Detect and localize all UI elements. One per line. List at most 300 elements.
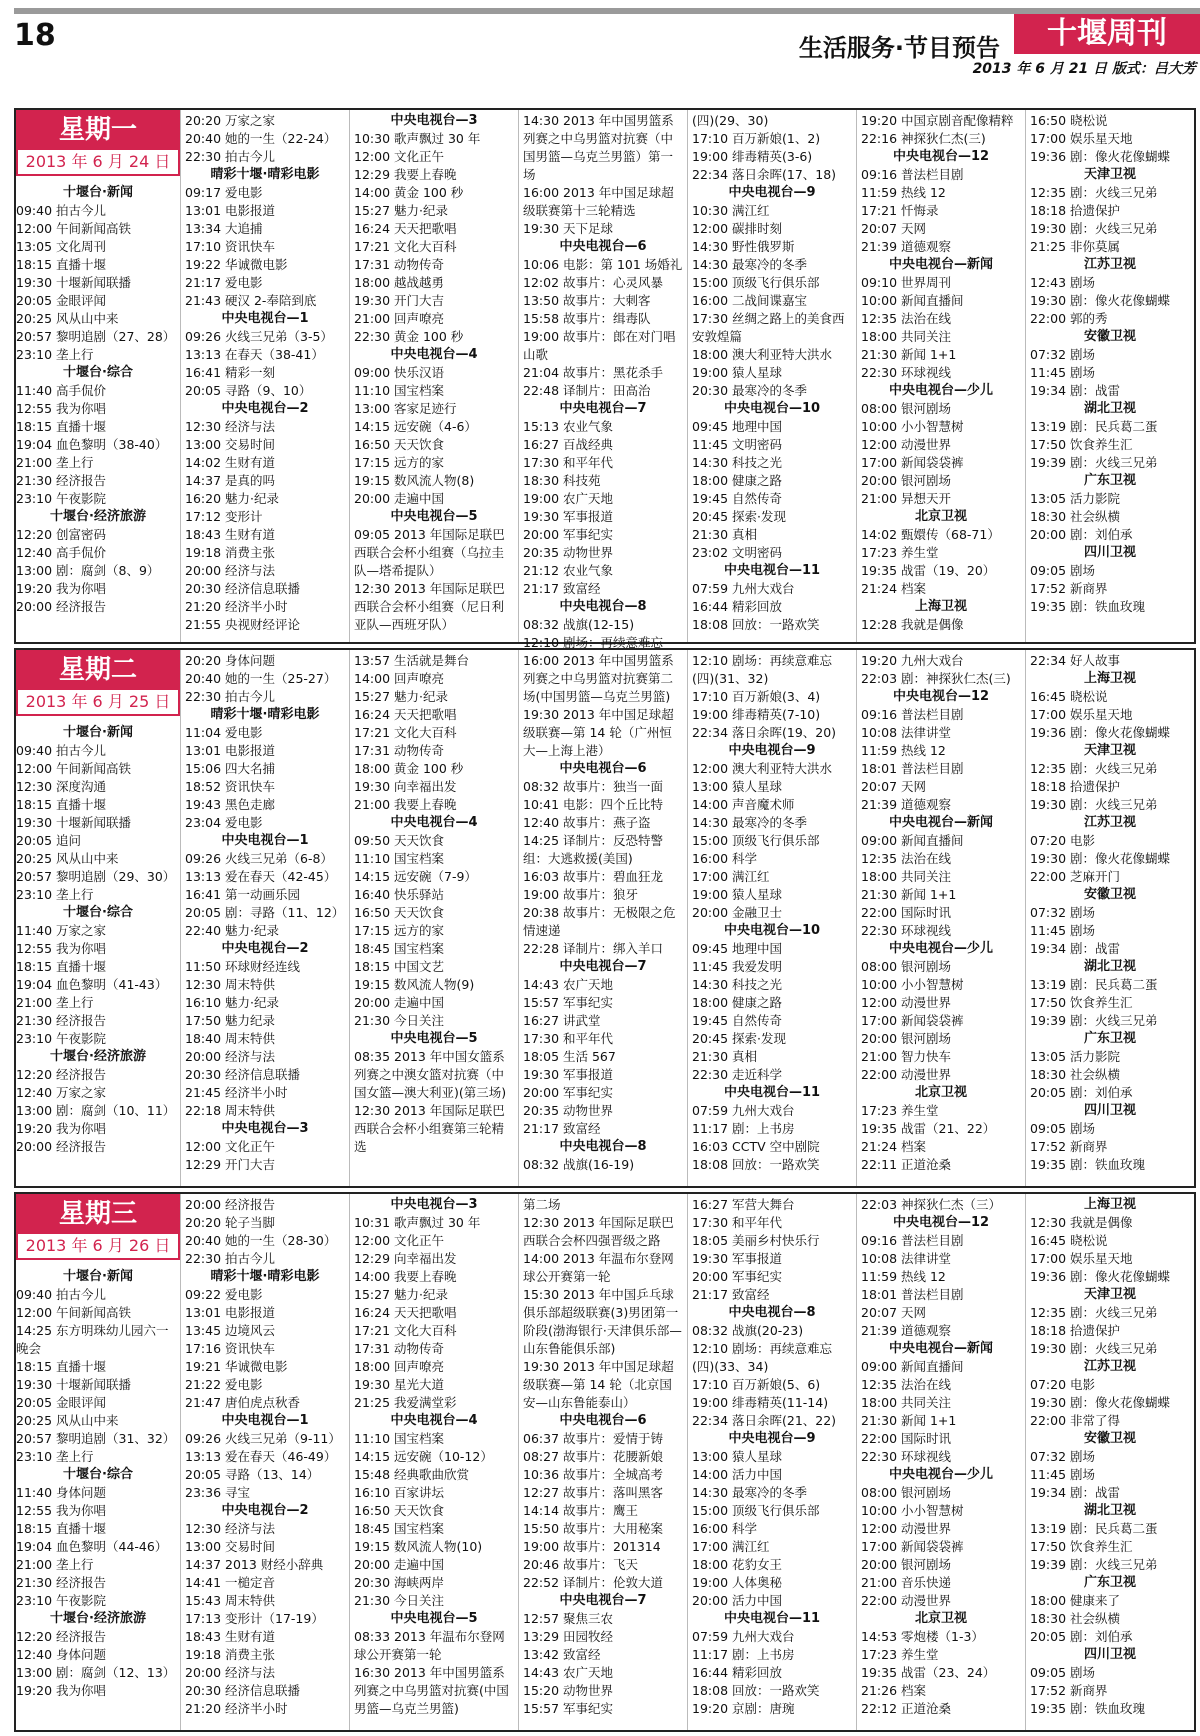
schedule-column (16, 110, 180, 642)
program-listing: 20:30 最寒冷的冬季 (692, 383, 807, 398)
program-listing: 21:26 档案 (861, 1683, 926, 1698)
program-listing: 17:23 养生堂 (861, 1647, 939, 1662)
program-listing: 13:01 电影报道 (185, 743, 275, 758)
program-listing: 20:30 经济信息联播 (185, 581, 300, 596)
program-listing: 15:27 魅力·纪录 (354, 689, 448, 704)
schedule-column (687, 650, 856, 1186)
program-listing: 19:04 血色黎明（38-40） (16, 437, 168, 452)
program-listing: 19:39 剧：火线三兄弟 (1030, 455, 1158, 470)
program-listing: 21:25 我爱满堂彩 (354, 1395, 457, 1410)
program-listing: 12:35 法治在线 (861, 851, 951, 866)
program-listing: 18:30 科技苑 (523, 473, 601, 488)
program-listing: 12:29 我要上春晚 (354, 167, 457, 182)
program-listing: 21:22 爱电影 (185, 1377, 263, 1392)
program-listing: 15:27 魅力·纪录 (354, 203, 448, 218)
schedule-column (180, 110, 349, 642)
program-listing: 17:00 新闻袋袋裤 (861, 1539, 964, 1554)
program-listing: 16:03 CCTV 空中剧院 (692, 1139, 820, 1154)
program-listing: 17:00 娱乐星天地 (1030, 707, 1133, 722)
program-listing: 13:01 电影报道 (185, 203, 275, 218)
program-listing: 14:02 甄嬛传（68-71） (861, 527, 1000, 542)
schedule-column (687, 110, 856, 642)
program-listing: 22:03 神探狄仁杰（三） (861, 1197, 1001, 1212)
program-listing: 09:50 天天饮食 (354, 833, 444, 848)
channel-header: 中央电视台—7 (559, 1593, 647, 1608)
program-listing: 19:30 天下足球 (523, 221, 613, 236)
program-listing: 15:50 故事片：大用秘案 (523, 1521, 663, 1536)
program-listing: 20:00 走遍中国 (354, 1557, 444, 1572)
program-listing: 20:05 金眼评闻 (16, 1395, 106, 1410)
program-listing: 22:40 魅力·纪录 (185, 923, 279, 938)
program-listing: 12:40 高手侃价 (16, 545, 106, 560)
program-listing: 22:30 黄金 100 秒 (354, 329, 464, 344)
program-listing: 13:19 剧：民兵葛二蛋 (1030, 419, 1158, 434)
program-listing: 18:00 共同关注 (861, 329, 951, 344)
program-listing: 19:21 华诚微电影 (185, 1359, 288, 1374)
program-listing: 20:00 经济报告 (16, 1139, 106, 1154)
program-listing: 21:39 道德观察 (861, 797, 951, 812)
program-listing: 13:00 客家足迹行 (354, 401, 457, 416)
channel-header: 中央电视台—1 (221, 311, 309, 326)
program-listing: 12:10 剧场：再续意难忘(四)(33、34) (692, 1341, 832, 1374)
program-listing: 16:00 科学 (692, 851, 757, 866)
program-listing: 18:15 直播十堰 (16, 1359, 106, 1374)
program-listing: 18:05 美丽乡村快乐行 (692, 1233, 820, 1248)
program-listing: 18:30 社会纵横 (1030, 1067, 1120, 1082)
program-listing: 12:02 故事片：心灵风暴 (523, 275, 663, 290)
program-listing: 23:10 午夜影院 (16, 1031, 106, 1046)
program-listing: 21:00 我要上春晚 (354, 797, 457, 812)
channel-header: 四川卫视 (1083, 545, 1136, 560)
program-listing: 20:20 万家之家 (185, 113, 275, 128)
schedule-column (180, 1194, 349, 1730)
program-listing: 07:59 九州大戏台 (692, 1103, 795, 1118)
program-listing: 14:00 声音魔术师 (692, 797, 795, 812)
channel-header: 广东卫视 (1083, 473, 1136, 488)
schedule-column (1025, 650, 1194, 1186)
program-listing: 19:30 剧：火线三兄弟 (1030, 1341, 1158, 1356)
program-listing: 22:30 拍古今儿 (185, 1251, 275, 1266)
program-listing: 16:00 2013 年中国足球超级联赛第十三轮精选 (523, 185, 674, 218)
program-listing: 20:40 她的一生（22-24） (185, 131, 337, 146)
program-listing: 08:00 银河剧场 (861, 1485, 951, 1500)
program-listing: 12:20 创富密码 (16, 527, 106, 542)
program-listing: 21:00 音乐快递 (861, 1575, 951, 1590)
program-listing: 16:50 天天饮食 (354, 437, 444, 452)
program-listing: 19:30 剧：火线三兄弟 (1030, 797, 1158, 812)
program-listing: 17:50 魅力纪录 (185, 1013, 275, 1028)
program-listing: 13:13 爱在春天（46-49） (185, 1449, 337, 1464)
channel-header: 中央电视台—少儿 (888, 1467, 993, 1482)
day-panel-wednesday (14, 1192, 1196, 1732)
program-listing: 17:30 和平年代 (692, 1215, 782, 1230)
program-listing: 18:15 直播十堰 (16, 797, 106, 812)
program-listing: 22:30 走近科学 (692, 1067, 782, 1082)
program-listing: 12:55 我为你唱 (16, 401, 106, 416)
program-listing: 19:39 剧：火线三兄弟 (1030, 1557, 1158, 1572)
program-listing: 14:00 2013 年温布尔登网球公开赛第一轮 (523, 1251, 674, 1284)
program-listing: 12:30 经济与法 (185, 419, 275, 434)
channel-header: 中央电视台—12 (892, 149, 990, 164)
program-listing: 12:30 2013 年国际足联巴西联合会杯小组赛第三轮精选 (354, 1103, 505, 1154)
channel-header: 中央电视台—8 (559, 599, 647, 614)
program-listing: 15:43 周末特供 (185, 1593, 275, 1608)
program-listing: 10:08 法律讲堂 (861, 1251, 951, 1266)
program-listing: 10:30 满江红 (692, 203, 770, 218)
schedule-column (1025, 110, 1194, 642)
program-listing: 17:52 新商界 (1030, 1139, 1108, 1154)
program-listing: 22:34 落日余晖(19、20) (692, 725, 837, 740)
program-listing: 21:47 唐伯虎点秋香 (185, 1395, 300, 1410)
program-listing: 12:00 动漫世界 (861, 1521, 951, 1536)
program-listing: 09:45 地理中国 (692, 941, 782, 956)
program-listing: 19:30 剧：火线三兄弟 (1030, 221, 1158, 236)
program-listing: 15:00 顶级飞行俱乐部 (692, 833, 820, 848)
program-listing: 20:05 剧：刘伯承 (1030, 1629, 1133, 1644)
program-listing: 22:00 动漫世界 (861, 1067, 951, 1082)
program-listing: 19:34 剧：战雷 (1030, 383, 1120, 398)
schedule-column (1025, 1194, 1194, 1730)
schedule-column (349, 110, 518, 642)
program-listing: 14:53 零炮楼（1-3） (861, 1629, 984, 1644)
program-listing: 21:24 档案 (861, 1139, 926, 1154)
program-listing: 14:02 生财有道 (185, 455, 275, 470)
channel-header: 十堰台·综合 (63, 365, 133, 380)
program-listing: 22:28 译制片：绑入羊口 (523, 941, 663, 956)
program-listing: 19:30 剧：像火花像蝴蝶 (1030, 851, 1170, 866)
day-panel-monday (14, 108, 1196, 650)
program-listing: 20:30 海峡两岸 (354, 1575, 444, 1590)
channel-header: 中央电视台—12 (892, 689, 990, 704)
schedule-columns (16, 110, 1194, 650)
program-listing: 13:00 交易时间 (185, 1539, 275, 1554)
program-listing: 09:40 拍古今儿 (16, 203, 106, 218)
program-listing: 17:00 娱乐星天地 (1030, 1251, 1133, 1266)
program-listing: 17:31 动物传奇 (354, 743, 444, 758)
program-listing: 09:05 剧场 (1030, 563, 1095, 578)
program-listing: 15:58 故事片：缉毒队 (523, 311, 651, 326)
program-listing: 16:30 2013 年中国男篮系列赛之中乌男篮对抗赛(中国男篮—乌克兰男篮) (354, 1665, 509, 1716)
program-listing: 22:03 剧：神探狄仁杰(三) (861, 671, 1011, 686)
program-listing: 08:32 战旗(20-23) (692, 1323, 804, 1338)
program-listing: 19:04 血色黎明（44-46） (16, 1539, 168, 1554)
channel-header: 晴彩十堰·晴彩电影 (210, 707, 320, 722)
schedule-column (180, 650, 349, 1186)
program-listing: 13:19 剧：民兵葛二蛋 (1030, 977, 1158, 992)
program-listing: 19:30 军事报道 (523, 1067, 613, 1082)
channel-header: 中央电视台—1 (221, 833, 309, 848)
program-listing: 20:00 经济与法 (185, 563, 275, 578)
channel-header: 中央电视台—4 (390, 815, 478, 830)
channel-header: 安徽卫视 (1083, 329, 1136, 344)
channel-header: 十堰台·经济旅游 (50, 1611, 146, 1626)
channel-header: 江苏卫视 (1083, 257, 1136, 272)
program-listing: 17:23 养生堂 (861, 545, 939, 560)
program-listing: 20:25 风从山中来 (16, 1413, 119, 1428)
program-listing: 19:30 星光大道 (354, 1377, 444, 1392)
program-listing: 14:37 2013 财经小辞典 (185, 1557, 324, 1572)
program-listing: 09:26 火线三兄弟（9-11） (185, 1431, 341, 1446)
program-listing: 21:24 档案 (861, 581, 926, 596)
schedule-column (349, 650, 518, 1186)
schedule-column (518, 650, 687, 1186)
schedule-column (856, 110, 1025, 642)
program-listing: 23:36 寻宝 (185, 1485, 250, 1500)
program-listing: 19:36 剧：像火花像蝴蝶 (1030, 725, 1170, 740)
program-listing: 20:25 风从山中来 (16, 851, 119, 866)
program-listing: 07:59 九州大戏台 (692, 581, 795, 596)
program-listing: 19:35 剧：铁血玫瑰 (1030, 1701, 1145, 1716)
program-listing: 18:00 澳大利亚特大洪水 (692, 347, 832, 362)
channel-header: 中央电视台—8 (559, 1139, 647, 1154)
program-listing: 19:30 十堰新闻联播 (16, 815, 131, 830)
program-listing: 21:00 智力快车 (861, 1049, 951, 1064)
program-listing: 21:04 故事片：黑花杀手 (523, 365, 663, 380)
program-listing: 07:59 九州大戏台 (692, 1629, 795, 1644)
program-listing: 11:40 身体问题 (16, 1485, 106, 1500)
program-listing: 12:35 法治在线 (861, 1377, 951, 1392)
program-listing: 20:30 经济信息联播 (185, 1683, 300, 1698)
program-listing: 19:30 向幸福出发 (354, 779, 457, 794)
program-listing: 15:48 经典歌曲欣赏 (354, 1467, 469, 1482)
program-listing: 13:19 剧：民兵葛二蛋 (1030, 1521, 1158, 1536)
channel-header: 北京卫视 (914, 509, 967, 524)
program-listing: 09:00 新闻直播间 (861, 1359, 964, 1374)
program-listing: 14:37 是真的吗 (185, 473, 275, 488)
program-listing: 16:44 精彩回放 (692, 1665, 782, 1680)
channel-header: 中央电视台—5 (390, 509, 478, 524)
program-listing: 14:30 2013 年中国男篮系列赛之中乌男篮对抗赛（中国男篮—乌克兰男篮）第一场 (523, 113, 674, 182)
program-listing: 16:00 二战间谍嘉宝 (692, 293, 807, 308)
program-listing: 08:32 战旗(16-19) (523, 1157, 635, 1172)
program-listing: 20:30 经济信息联播 (185, 1067, 300, 1082)
program-listing: 09:00 快乐汉语 (354, 365, 444, 380)
program-listing: 15:00 顶级飞行俱乐部 (692, 1503, 820, 1518)
program-listing: 12:00 动漫世界 (861, 995, 951, 1010)
schedule-column (16, 650, 180, 1186)
program-listing: 11:40 万家之家 (16, 923, 106, 938)
program-listing: 18:00 健康之路 (692, 995, 782, 1010)
program-listing: 22:00 国际时讯 (861, 1431, 951, 1446)
program-listing: 12:40 万家之家 (16, 1085, 106, 1100)
program-listing: 10:06 电影：第 101 场婚礼 (523, 257, 683, 272)
program-listing: 14:43 农广天地 (523, 977, 613, 992)
program-listing: 14:25 译制片：反恐特警组：大逃救援(美国) (523, 833, 663, 866)
program-listing: 09:16 普法栏目剧 (861, 707, 964, 722)
program-listing: 10:41 电影：四个丘比特 (523, 797, 663, 812)
program-listing: 12:00 午间新闻高铁 (16, 1305, 131, 1320)
program-listing: 18:45 国宝档案 (354, 941, 444, 956)
program-listing: 12:55 我为你唱 (16, 1503, 106, 1518)
program-listing: 19:30 剧：像火花像蝴蝶 (1030, 293, 1170, 308)
program-listing: 18:15 直播十堰 (16, 419, 106, 434)
program-listing: 13:42 致富经 (523, 1647, 601, 1662)
channel-header: 中央电视台—4 (390, 1413, 478, 1428)
program-listing: 14:25 东方明珠幼儿园六一晚会 (16, 1323, 169, 1356)
program-listing: 22:00 郭的秀 (1030, 311, 1108, 326)
program-listing: 20:35 动物世界 (523, 545, 613, 560)
program-listing: 19:00 猿人星球 (692, 887, 782, 902)
program-listing: 13:50 故事片：大刺客 (523, 293, 651, 308)
program-listing: 12:57 聚焦三农 (523, 1611, 613, 1626)
program-listing: 14:15 远安碗（4-6） (354, 419, 477, 434)
program-listing: 21:30 新闻 1+1 (861, 347, 957, 362)
program-listing: 20:40 她的一生（28-30） (185, 1233, 337, 1248)
channel-header: 天津卫视 (1083, 167, 1136, 182)
program-listing: 18:00 越战越勇 (354, 275, 444, 290)
program-listing: 20:05 寻路（9、10） (185, 383, 312, 398)
channel-header: 中央电视台—9 (728, 743, 816, 758)
program-listing: 19:00 故事片：201314 (523, 1539, 661, 1554)
program-listing: 22:34 好人故事 (1030, 653, 1120, 668)
program-listing: 20:57 黎明追剧（31、32） (16, 1431, 176, 1446)
program-listing: 12:30 我就是偶像 (1030, 1215, 1133, 1230)
program-listing: 17:10 百万新娘(3、4) (692, 689, 821, 704)
program-listing: 17:15 远方的家 (354, 923, 444, 938)
program-listing: 07:32 剧场 (1030, 1449, 1095, 1464)
program-listing: 21:00 垄上行 (16, 995, 94, 1010)
program-listing: 22:52 译制片：伦敦大道 (523, 1575, 663, 1590)
channel-header: 十堰台·综合 (63, 1467, 133, 1482)
program-listing: 16:44 精彩回放 (692, 599, 782, 614)
channel-header: 中央电视台—新闻 (888, 1341, 993, 1356)
program-listing: 15:06 四大名捕 (185, 761, 275, 776)
program-listing: 22:30 拍古今儿 (185, 689, 275, 704)
program-listing: 22:00 非常了得 (1030, 1413, 1120, 1428)
program-listing: 19:04 血色黎明（41-43） (16, 977, 168, 992)
program-listing: 12:55 我为你唱 (16, 941, 106, 956)
program-listing: 10:00 新闻直播间 (861, 293, 964, 308)
program-listing: 19:30 剧：像火花像蝴蝶 (1030, 1395, 1170, 1410)
program-listing: 15:30 2013 年中国乒乓球俱乐部超级联赛(3)男团第一阶段(渤海银行·天津俱乐部—山东鲁能俱乐部) (523, 1287, 682, 1356)
program-listing: 20:45 探索·发现 (692, 509, 786, 524)
program-listing: 21:30 真相 (692, 527, 757, 542)
program-listing: 18:00 共同关注 (861, 1395, 951, 1410)
program-listing: 20:00 经济报告 (185, 1197, 275, 1212)
program-listing: 16:45 晓松说 (1030, 1233, 1108, 1248)
program-listing: 22:30 拍古今儿 (185, 149, 275, 164)
program-listing: 21:17 致富经 (692, 1287, 770, 1302)
program-listing: 19:18 消费主张 (185, 545, 275, 560)
program-listing: 16:50 晓松说 (1030, 113, 1108, 128)
program-listing: 12:00 碳排时刻 (692, 221, 782, 236)
program-listing: 15:13 农业气象 (523, 419, 613, 434)
channel-header: 十堰台·综合 (63, 905, 133, 920)
program-listing: 17:52 新商界 (1030, 581, 1108, 596)
program-listing: 18:30 社会纵横 (1030, 1611, 1120, 1626)
program-listing: 09:05 2013 年国际足联巴西联合会杯小组赛（乌拉圭队—塔希提队） (354, 527, 505, 578)
program-listing: 19:00 绯毒精英(7-10) (692, 707, 821, 722)
program-listing: 17:10 百万新娘(5、6) (692, 1377, 821, 1392)
program-listing: 18:43 生财有道 (185, 527, 275, 542)
program-listing: 11:17 剧：上书房 (692, 1647, 795, 1662)
schedule-column (856, 1194, 1025, 1730)
program-listing: 11:17 剧：上书房 (692, 1121, 795, 1136)
channel-header: 中央电视台—5 (390, 1611, 478, 1626)
program-listing: 16:24 天天把歌唱 (354, 1305, 457, 1320)
program-listing: 19:30 军事报道 (692, 1251, 782, 1266)
program-listing: 11:10 国宝档案 (354, 1431, 444, 1446)
channel-header: 中央电视台—7 (559, 959, 647, 974)
channel-header: 中央电视台—3 (390, 1197, 478, 1212)
program-listing: 20:35 动物世界 (523, 1103, 613, 1118)
program-listing: 18:18 拾遗保护 (1030, 203, 1120, 218)
program-listing: 19:20 九州大戏台 (861, 653, 964, 668)
program-listing: 14:15 远安碗（7-9） (354, 869, 477, 884)
program-listing: 19:43 黑色走廊 (185, 797, 275, 812)
program-listing: 12:28 我就是偶像 (861, 617, 964, 632)
program-listing: 19:45 自然传奇 (692, 491, 782, 506)
program-listing: 20:40 她的一生（25-27） (185, 671, 337, 686)
channel-header: 四川卫视 (1083, 1647, 1136, 1662)
program-listing: 12:43 剧场 (1030, 275, 1095, 290)
channel-header: 十堰台·经济旅游 (50, 509, 146, 524)
program-listing: 17:50 饮食养生汇 (1030, 1539, 1133, 1554)
program-listing: 17:21 文化大百科 (354, 725, 457, 740)
program-listing: 11:45 剧场 (1030, 923, 1095, 938)
program-listing: 12:00 澳大利亚特大洪水 (692, 761, 832, 776)
program-listing: 19:36 剧：像火花像蝴蝶 (1030, 149, 1170, 164)
program-listing: (四)(29、30) (692, 113, 769, 128)
program-listing: 20:57 黎明追剧（27、28） (16, 329, 176, 344)
program-listing: 21:30 今日关注 (354, 1013, 444, 1028)
program-listing: 12:20 经济报告 (16, 1629, 106, 1644)
channel-header: 十堰台·新闻 (63, 1269, 133, 1284)
program-listing: 18:00 健康来了 (1030, 1593, 1120, 1608)
program-listing: 22:12 正道沧桑 (861, 1701, 951, 1716)
channel-header: 广东卫视 (1083, 1575, 1136, 1590)
program-listing: 20:00 军事纪实 (523, 1085, 613, 1100)
schedule-columns (16, 1194, 1194, 1730)
day-date: 2013 年 6 月 24 日 (16, 148, 180, 176)
channel-header: 中央电视台—6 (559, 1413, 647, 1428)
program-listing: 09:26 火线三兄弟（6-8） (185, 851, 333, 866)
program-listing: 09:00 新闻直播间 (861, 833, 964, 848)
program-listing: 21:17 致富经 (523, 1121, 601, 1136)
program-listing: 17:30 丝绸之路上的美食西安敦煌篇 (692, 311, 845, 344)
program-listing: 17:00 满江红 (692, 869, 770, 884)
day-date: 2013 年 6 月 25 日 (16, 688, 180, 716)
program-listing: 19:35 剧：铁血玫瑰 (1030, 599, 1145, 614)
program-listing: 12:35 剧：火线三兄弟 (1030, 761, 1158, 776)
program-listing: 14:15 远安碗（10-12） (354, 1449, 493, 1464)
program-listing: 12:00 午间新闻高铁 (16, 221, 131, 236)
program-listing: 19:00 故事片：狼牙 (523, 887, 638, 902)
program-listing: 11:40 高手侃价 (16, 383, 106, 398)
program-listing: 11:10 国宝档案 (354, 851, 444, 866)
program-listing: 21:25 非你莫属 (1030, 239, 1120, 254)
program-listing: 07:20 电影 (1030, 833, 1095, 848)
channel-header: 中央电视台—10 (723, 923, 821, 938)
channel-header: 中央电视台—3 (221, 1121, 309, 1136)
program-listing: 12:30 2013 年国际足联巴西联合会杯四强晋级之路 (523, 1215, 674, 1248)
channel-header: 十堰台·新闻 (63, 185, 133, 200)
day-label-box (16, 110, 180, 176)
channel-header: 天津卫视 (1083, 1287, 1136, 1302)
program-listing: 17:12 变形计 (185, 509, 263, 524)
program-listing: 20:00 银河剧场 (861, 473, 951, 488)
program-listing: 17:00 娱乐星天地 (1030, 131, 1133, 146)
program-listing: 22:30 环球视线 (861, 365, 951, 380)
program-listing: 08:35 2013 年中国女篮系列赛之中澳女篮对抗赛（中国女篮—澳大利亚)(第三场) (354, 1049, 507, 1100)
program-listing: 15:27 魅力·纪录 (354, 1287, 448, 1302)
program-listing: 19:20 我为你唱 (16, 1683, 106, 1698)
channel-header: 四川卫视 (1083, 1103, 1136, 1118)
program-listing: 13:01 电影报道 (185, 1305, 275, 1320)
program-listing: 19:34 剧：战雷 (1030, 1485, 1120, 1500)
program-listing: 20:00 走遍中国 (354, 995, 444, 1010)
program-listing: 19:00 农广天地 (523, 491, 613, 506)
